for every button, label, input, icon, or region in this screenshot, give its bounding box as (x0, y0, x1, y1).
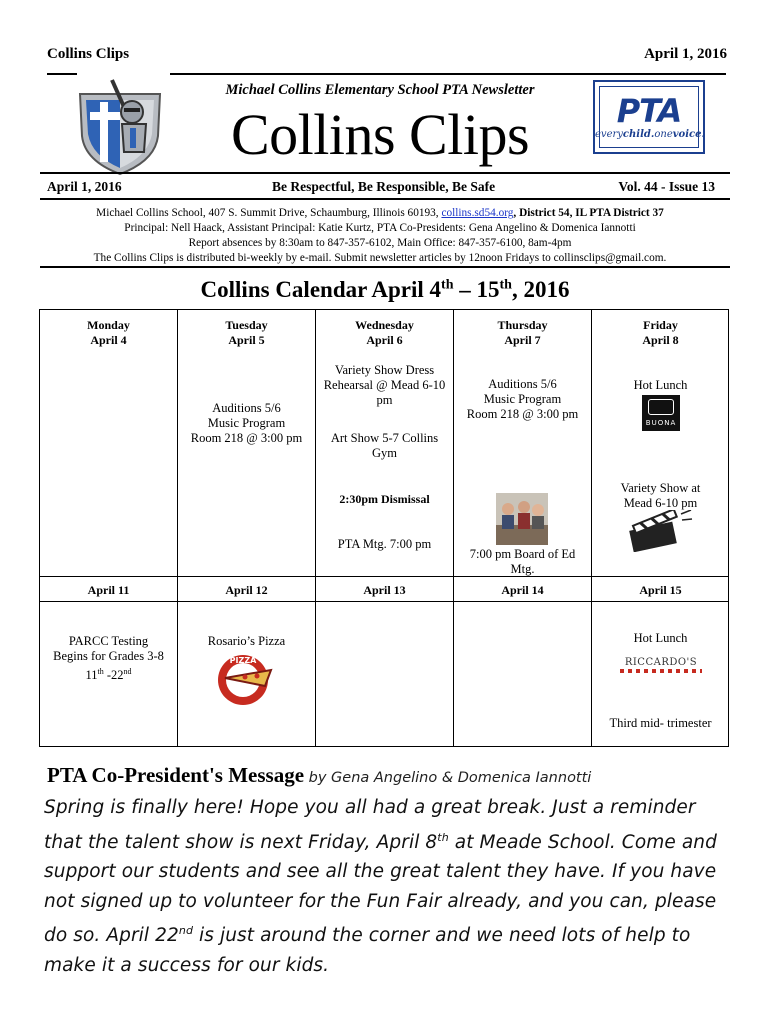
header-friday: Friday April 8 (642, 318, 679, 347)
meta-rule-top (40, 172, 730, 174)
meta-rule-bottom (40, 198, 730, 200)
pta-logo-mark: PTA (616, 92, 682, 130)
newsletter-title: Collins Clips (230, 102, 530, 167)
info-line-address: Michael Collins School, 407 S. Summit Drive, Schaumburg, Illinois 60193, collins.sd54.org, District 54, IL PTA District 37 (96, 207, 664, 219)
issue-date: April 1, 2016 (47, 179, 122, 194)
header-april-11: April 11 (87, 583, 130, 597)
pta-logo (593, 80, 705, 154)
knight-mascot-icon (70, 76, 170, 176)
header-april-13: April 13 (363, 583, 406, 597)
pizza-logo-icon (215, 650, 277, 706)
issue-volume: Vol. 44 - Issue 13 (618, 179, 715, 194)
board-meeting-photo-icon (496, 493, 548, 545)
newsletter-subtitle: Michael Collins Elementary School PTA Newsletter (225, 82, 535, 98)
running-header-date: April 1, 2016 (644, 46, 727, 62)
event-wed-art-show: Art Show 5-7 Collins Gym (330, 431, 439, 460)
header-april-12: April 12 (225, 583, 268, 597)
pta-logo-tagline: everychild.onevoice. (595, 129, 705, 140)
clapperboard-icon (627, 510, 693, 552)
event-wed-dismissal: 2:30pm Dismissal (339, 492, 430, 506)
pizza-logo-text: PIZZA (229, 656, 257, 665)
riccardos-logo: RICCARDO'S (620, 657, 702, 673)
school-info (40, 206, 720, 266)
event-wed-dress-rehearsal: Variety Show Dress Rehearsal @ Mead 6-10 pm (323, 363, 446, 407)
running-header-title: Collins Clips (47, 46, 130, 62)
message-byline: by Gena Angelino & Domenica Iannotti (304, 770, 592, 786)
school-website-link[interactable]: collins.sd54.org (441, 207, 514, 219)
event-fri-variety-show: Variety Show at Mead 6-10 pm (620, 481, 701, 510)
event-mon-parcc-testing: PARCC Testing Begins for Grades 3-8 11th -22nd (53, 634, 164, 683)
info-line-staff: Principal: Nell Haack, Assistant Principal: Katie Kurtz, PTA Co-Presidents: Gena Angelino & Domenica Iannotti (124, 222, 636, 234)
header-tuesday: Tuesday April 5 (225, 318, 268, 347)
header-thursday: Thursday April 7 (497, 318, 548, 347)
event-thu-auditions: Auditions 5/6 Music Program Room 218 @ 3:00 pm (466, 377, 579, 421)
header-april-14: April 14 (501, 583, 544, 597)
event-fri-hot-lunch: Hot Lunch (633, 378, 688, 392)
info-line-absences: Report absences by 8:30am to 847-357-6102, Main Office: 847-357-6100, 8am-4pm (188, 237, 572, 249)
school-motto: Be Respectful, Be Responsible, Be Safe (272, 179, 496, 194)
message-body: Spring is finally here! Hope you all had a great break. Just a reminder that the talent show is next Friday, April 8th at Meade School. Come and support our students and see all the great talent they have. If you have not signed up to volunteer for the Fun Fair already, and you can, please do so. April 22nd is just around the corner and we need lots of help to make it a success for our kids. (44, 797, 717, 976)
event-tue-rosarios-pizza: Rosario’s Pizza (207, 634, 286, 648)
header-wednesday: Wednesday April 6 (355, 318, 414, 347)
header-april-15: April 15 (639, 583, 682, 597)
calendar-table (39, 309, 729, 747)
calendar-title: Collins Calendar April 4th – 15th, 2016 (200, 277, 570, 302)
event-tue-auditions: Auditions 5/6 Music Program Room 218 @ 3:00 pm (190, 401, 303, 445)
info-line-distribution: The Collins Clips is distributed bi-weekly by e-mail. Submit newsletter articles by 12noon Fridays to collinsclips@gmail.com. (93, 252, 667, 264)
header-monday: Monday April 4 (87, 318, 130, 347)
event-wed-pta-meeting: PTA Mtg. 7:00 pm (337, 537, 432, 551)
info-rule (40, 266, 730, 268)
event-thu-board-meeting: 7:00 pm Board of Ed Mtg. (469, 547, 576, 576)
event-fri-third-mid-trimester: Third mid- trimester (609, 716, 712, 730)
event-fri-hot-lunch-2: Hot Lunch (633, 631, 688, 645)
header-rule-right (170, 73, 726, 75)
message-heading: PTA Co-President's Message by Gena Angelino & Domenica Iannotti (47, 763, 592, 787)
header-rule-left (47, 73, 77, 75)
buona-logo: BUONA (642, 395, 680, 431)
